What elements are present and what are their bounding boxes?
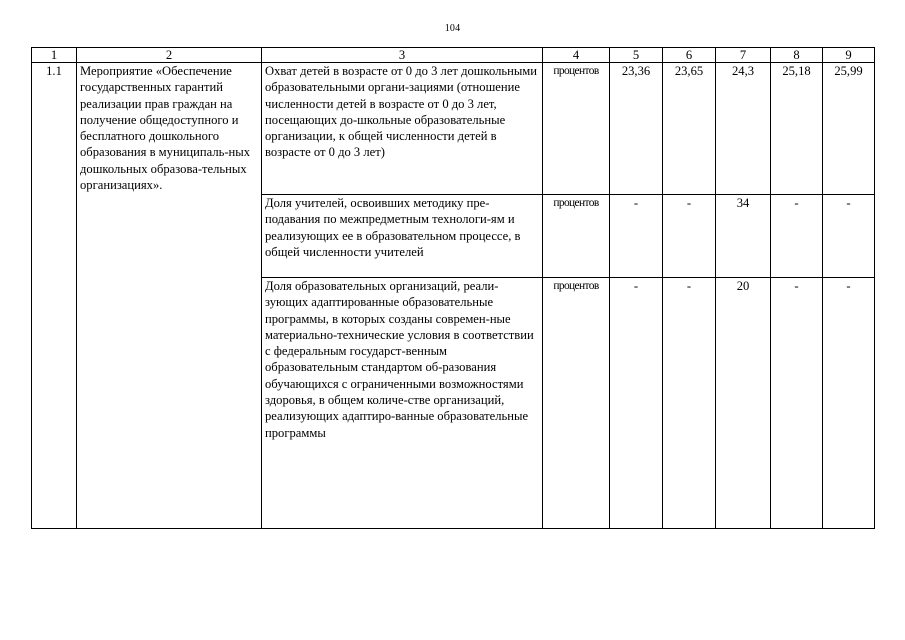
indicator-value: -: [771, 278, 823, 529]
header-cell: 7: [716, 48, 771, 63]
indicator-value: -: [823, 278, 875, 529]
indicator-value: -: [823, 195, 875, 278]
indicators-table: [31, 47, 875, 529]
indicator-name: Доля учителей, освоивших методику пре-подавания по межпредметным технологи-ям и реализующих ее в образовательном процессе, в общей численности учителей: [262, 195, 543, 278]
header-cell: 8: [771, 48, 823, 63]
indicator-value: -: [610, 195, 663, 278]
header-cell: 2: [77, 48, 262, 63]
event-description: Мероприятие «Обеспечение государственных гарантий реализации прав граждан на получение общедоступного и бесплатного дошкольного образования в муниципаль-ных дошкольных образова-тельных организациях».: [77, 63, 262, 529]
indicator-value: 25,99: [823, 63, 875, 195]
indicator-name: Охват детей в возрасте от 0 до 3 лет дошкольными образовательными органи-зациями (отношение численности детей в возрасте от 0 до 3 лет, посещающих до-школьные образовательные организации, к общей численности детей в возрасте от 0 до 3 лет): [262, 63, 543, 195]
indicator-value: 20: [716, 278, 771, 529]
header-cell: 4: [543, 48, 610, 63]
header-cell: 9: [823, 48, 875, 63]
table-row: [32, 63, 875, 195]
indicator-units: процентов: [543, 195, 610, 278]
indicator-value: 34: [716, 195, 771, 278]
header-cell: 6: [663, 48, 716, 63]
header-cell: 1: [32, 48, 77, 63]
indicator-units: процентов: [543, 63, 610, 195]
indicator-value: 25,18: [771, 63, 823, 195]
indicator-name: Доля образовательных организаций, реали-зующих адаптированные образовательные программы, в которых созданы современ-ные материально-технические условия в соответствии с федеральным государст-венным образовательным стандартом об-разования обучающихся с ограниченными возможностями здоровья, в общем количе-стве организаций, реализующих адаптиро-ванные образовательные программы: [262, 278, 543, 529]
indicator-value: -: [663, 195, 716, 278]
indicator-value: 23,65: [663, 63, 716, 195]
row-number: 1.1: [32, 63, 77, 529]
indicator-value: -: [771, 195, 823, 278]
header-cell: 5: [610, 48, 663, 63]
page-number: 104: [444, 23, 461, 34]
indicator-value: 23,36: [610, 63, 663, 195]
header-cell: 3: [262, 48, 543, 63]
indicator-value: -: [663, 278, 716, 529]
table-header-row: [32, 48, 875, 63]
indicator-value: -: [610, 278, 663, 529]
indicator-value: 24,3: [716, 63, 771, 195]
indicator-units: процентов: [543, 278, 610, 529]
